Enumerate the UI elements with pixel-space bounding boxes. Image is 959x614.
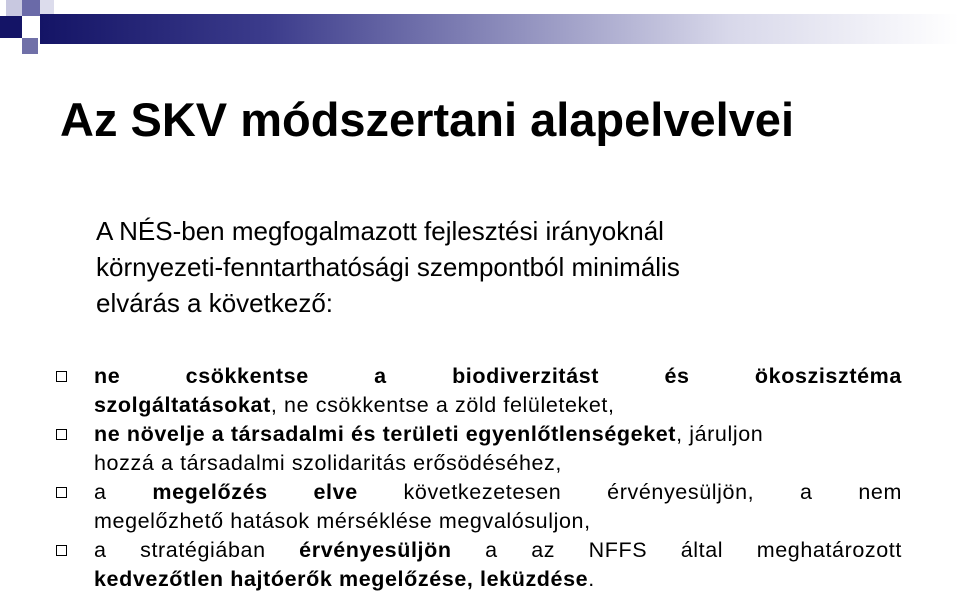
bullet-line	[94, 420, 902, 449]
text: .	[588, 567, 595, 591]
intro-line: A NÉS-ben megfogalmazott fejlesztési irányoknál	[96, 216, 664, 246]
intro-line: környezeti-fenntarthatósági szempontból minimális	[96, 252, 680, 282]
square-bullet-icon	[56, 487, 67, 498]
bold-text: szolgáltatásokat	[94, 393, 271, 417]
header-gradient-bar	[40, 14, 959, 44]
bullet-list	[56, 362, 902, 594]
bullet-item	[56, 362, 902, 420]
bullet-line: megelőzhető hatások mérséklése megvalósuljon,	[94, 509, 591, 533]
deco-square	[0, 16, 22, 38]
word: elve	[313, 480, 358, 504]
word: által	[680, 538, 724, 562]
intro-paragraph	[96, 213, 856, 321]
word: a	[374, 364, 387, 388]
deco-square	[22, 38, 38, 54]
bold-text: ne növelje a társadalmi és területi egyenlőtlenségeket	[94, 422, 677, 446]
bullet-item	[56, 420, 902, 478]
deco-square	[6, 0, 22, 16]
square-bullet-icon	[56, 545, 67, 556]
bold-text: kedvezőtlen hajtóerők megelőzése, leküzdése	[94, 567, 589, 591]
header-decoration	[0, 0, 959, 56]
word: érvényesüljön	[299, 538, 452, 562]
bullet-line	[94, 536, 902, 565]
word: a	[485, 538, 498, 562]
bullet-line	[94, 565, 902, 594]
word: NFFS	[588, 538, 648, 562]
bullet-line	[94, 362, 902, 391]
word: ökoszisztéma	[754, 364, 902, 388]
word: érvényesüljön,	[607, 480, 755, 504]
bullet-item	[56, 536, 902, 594]
word: meghatározott	[756, 538, 902, 562]
deco-square	[22, 0, 40, 16]
text: , járuljon	[676, 422, 764, 446]
word: ne	[94, 364, 121, 388]
word: és	[664, 364, 690, 388]
word: biodiverzitást	[452, 364, 600, 388]
square-bullet-icon	[56, 429, 67, 440]
square-bullet-icon	[56, 371, 67, 382]
bullet-line	[94, 478, 902, 507]
slide-title: Az SKV módszertani alapelvelvei	[60, 93, 795, 146]
bullet-item	[56, 478, 902, 536]
word: következetesen	[403, 480, 562, 504]
word: a	[94, 538, 107, 562]
bullet-line: hozzá a társadalmi szolidaritás erősödéséhez,	[94, 451, 562, 475]
word: csökkentse	[185, 364, 309, 388]
intro-line: elvárás a következő:	[96, 288, 334, 318]
text: , ne csökkentse a zöld felületeket,	[270, 393, 615, 417]
bullet-line	[94, 391, 902, 420]
word: nem	[858, 480, 902, 504]
word: stratégiában	[140, 538, 266, 562]
word: megelőzés	[152, 480, 268, 504]
word: a	[94, 480, 107, 504]
word: az	[531, 538, 556, 562]
word: a	[800, 480, 813, 504]
deco-square	[40, 0, 54, 14]
